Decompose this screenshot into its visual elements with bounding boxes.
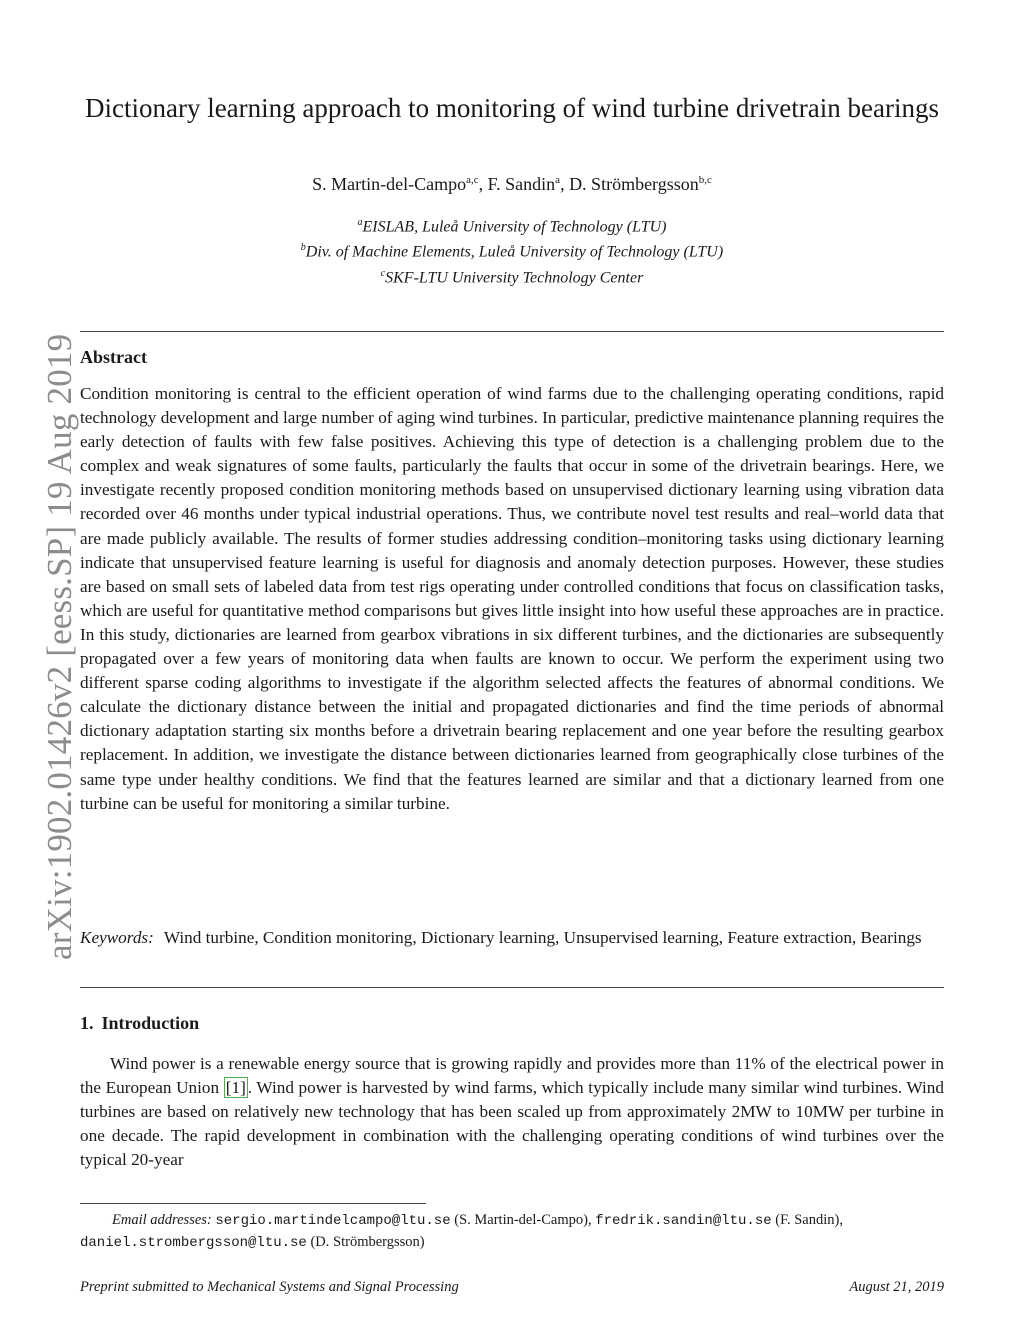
abstract-text: Condition monitoring is central to the efficient operation of wind farms due to the challenging operating conditions, rapid technology development and large number of aging wind turbines. In particular, predictive maintenance planning requires the early detection of faults with few false positives. Achieving this type of detection is a challenging problem due to the complex and weak signatures of some faults, particularly the faults that occur in some of the drivetrain bearings. Here, we investigate recently proposed condition monitoring methods based on unsupervised dictionary learning using vibration data recorded over 46 months under typical industrial operations. Thus, we contribute novel test results and real–world data that are made publicly available. The results of former studies addressing condition–monitoring tasks using dictionary learning indicate that unsupervised feature learning is useful for diagnosis and anomaly detection purposes. However, these studies are based on small sets of labeled data from test rigs operating under controlled conditions that focus on classification tasks, which are useful for quantitative method comparisons but gives little insight into how useful these approaches are in practice. In this study, dictionaries are learned from gearbox vibrations in six different turbines, and the dictionaries are subsequently propagated over a few years of monitoring data when faults are known to occur. We perform the experiment using two different sparse coding algorithms to investigate if the algorithm selected affects the features of abnormal conditions. We calculate the dictionary distance between the initial and propagated dictionaries and find the time periods of abnormal dictionary adaptation starting six months before a drivetrain bearing replacement and one year before the resulting gearbox replacement. In addition, we investigate the distance between dictionaries learned from geographically close turbines of the same type under healthy conditions. We find that the features learned are similar and that a dictionary learned from one turbine can be useful for monitoring a similar turbine. bbox=[80, 384, 944, 813]
footer-date: August 21, 2019 bbox=[849, 1279, 944, 1295]
intro-text-part: . Wind power is harvested by wind farms, which typically include many similar wind turbines. Wind turbines are based on relatively new technology that has been scaled up from approximately 2MW to 10MW per turbine in one decade. The rapid development in combination with the challenging operating conditions of wind turbines over the typical 20-year bbox=[80, 1078, 944, 1170]
author-affiliation-mark: b,c bbox=[698, 174, 712, 186]
footnote-emails bbox=[80, 1210, 944, 1254]
keywords-block bbox=[80, 926, 944, 950]
keywords-text: Wind turbine, Condition monitoring, Dictionary learning, Unsupervised learning, Feature extraction, Bearings bbox=[163, 928, 922, 947]
affiliation-mark: b bbox=[300, 242, 306, 254]
email-owner: (D. Strömbergsson) bbox=[310, 1234, 425, 1250]
arxiv-identifier-stamp: arXiv:1902.01426v2 [eess.SP] 19 Aug 2019 bbox=[40, 333, 79, 960]
author-name: F. Sandin bbox=[487, 174, 556, 194]
section-number: 1. bbox=[80, 1013, 94, 1033]
paper-title: Dictionary learning approach to monitoring of wind turbine drivetrain bearings bbox=[84, 93, 939, 124]
citation-link[interactable]: [1] bbox=[225, 1078, 246, 1098]
affiliation-list bbox=[80, 212, 944, 288]
author-affiliation-mark: a bbox=[555, 174, 561, 186]
affiliation-mark: a bbox=[357, 217, 363, 228]
keywords-label: Keywords: bbox=[80, 928, 154, 947]
intro-text-part: Wind power is a renewable energy source that is growing rapidly and provides more than 11% of the electrical power in the European Union bbox=[80, 1054, 944, 1098]
abstract-top-rule bbox=[80, 331, 944, 332]
affiliation-text: Div. of Machine Elements, Luleå University of Technology (LTU) bbox=[305, 243, 724, 261]
footnote-rule bbox=[80, 1203, 426, 1204]
affiliation-line bbox=[80, 212, 944, 237]
author-name: D. Strömbergsson bbox=[569, 174, 699, 194]
abstract-heading: Abstract bbox=[80, 347, 147, 367]
footer-journal: Preprint submitted to Mechanical Systems and Signal Processing bbox=[80, 1279, 459, 1295]
affiliation-line bbox=[80, 237, 944, 262]
email-link[interactable]: daniel.strombergsson@ltu.se bbox=[80, 1235, 307, 1251]
section-title: Introduction bbox=[101, 1013, 200, 1033]
section-heading-introduction bbox=[80, 1013, 199, 1034]
email-link[interactable]: fredrik.sandin@ltu.se bbox=[595, 1213, 772, 1229]
page-footer bbox=[80, 1279, 944, 1296]
author-name: S. Martin-del-Campo bbox=[312, 174, 467, 194]
email-owner: (F. Sandin), bbox=[775, 1212, 843, 1228]
affiliation-text: SKF-LTU University Technology Center bbox=[385, 268, 644, 286]
email-label: Email addresses: bbox=[112, 1212, 212, 1228]
author-list: S. Martin-del-Campo$^{a,c}$, F. Sandin$^a$, D. Strömbergsson$^{b,c}$ bbox=[312, 174, 712, 194]
affiliation-line bbox=[80, 263, 944, 288]
affiliation-text: EISLAB, Luleå University of Technology (LTU) bbox=[362, 218, 667, 236]
author-affiliation-mark: a,c bbox=[466, 174, 479, 186]
abstract-bottom-rule bbox=[80, 987, 944, 988]
email-owner: (S. Martin-del-Campo), bbox=[454, 1212, 592, 1228]
email-link[interactable]: sergio.martindelcampo@ltu.se bbox=[215, 1213, 451, 1229]
introduction-paragraph bbox=[80, 1052, 944, 1172]
affiliation-mark: c bbox=[380, 267, 386, 279]
